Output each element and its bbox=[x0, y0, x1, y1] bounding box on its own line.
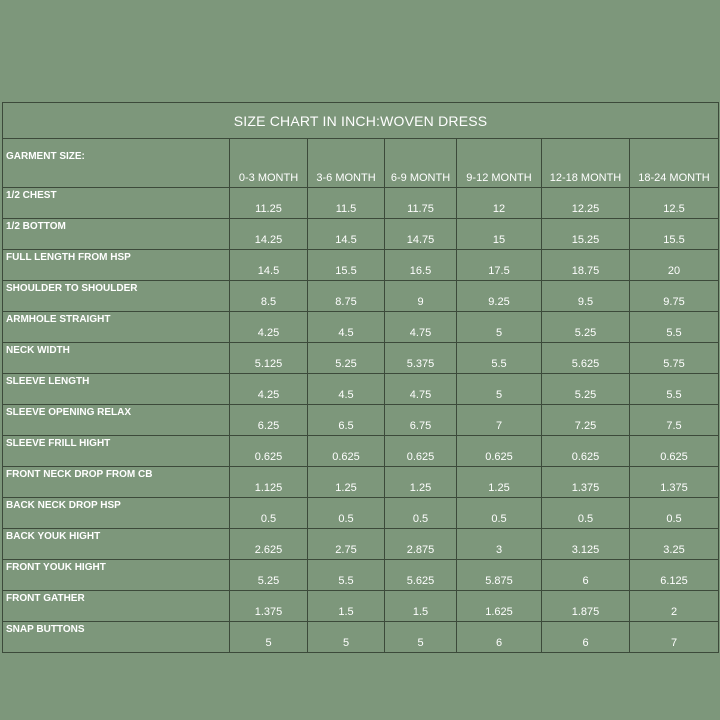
measurement-value: 4.5 bbox=[308, 312, 385, 343]
size-header-2: 3-6 MONTH bbox=[308, 139, 385, 188]
measurement-value: 12.5 bbox=[630, 188, 719, 219]
measurement-value: 3.25 bbox=[630, 529, 719, 560]
measurement-label: FRONT NECK DROP FROM CB bbox=[3, 467, 230, 498]
measurement-value: 17.5 bbox=[457, 250, 542, 281]
measurement-value: 2.625 bbox=[230, 529, 308, 560]
measurement-value: 9.75 bbox=[630, 281, 719, 312]
measurement-value: 7 bbox=[457, 405, 542, 436]
measurement-value: 11.75 bbox=[385, 188, 457, 219]
measurement-value: 2.75 bbox=[308, 529, 385, 560]
measurement-value: 5.625 bbox=[542, 343, 630, 374]
size-header-3: 6-9 MONTH bbox=[385, 139, 457, 188]
measurement-value: 0.625 bbox=[630, 436, 719, 467]
table-row bbox=[3, 622, 719, 653]
measurement-value: 18.75 bbox=[542, 250, 630, 281]
measurement-value: 5.25 bbox=[230, 560, 308, 591]
measurement-value: 0.625 bbox=[230, 436, 308, 467]
measurement-value: 12.25 bbox=[542, 188, 630, 219]
measurement-value: 1.375 bbox=[542, 467, 630, 498]
measurement-value: 0.625 bbox=[308, 436, 385, 467]
measurement-value: 5.5 bbox=[630, 312, 719, 343]
measurement-value: 14.5 bbox=[308, 219, 385, 250]
table-row bbox=[3, 312, 719, 343]
measurement-value: 5 bbox=[308, 622, 385, 653]
measurement-value: 16.5 bbox=[385, 250, 457, 281]
measurement-value: 6.125 bbox=[630, 560, 719, 591]
measurement-value: 0.625 bbox=[542, 436, 630, 467]
measurement-label: SLEEVE OPENING RELAX bbox=[3, 405, 230, 436]
table-row bbox=[3, 219, 719, 250]
size-chart-body bbox=[3, 188, 719, 653]
size-header-6: 18-24 MONTH bbox=[630, 139, 719, 188]
measurement-label: SLEEVE LENGTH bbox=[3, 374, 230, 405]
measurement-value: 1.125 bbox=[230, 467, 308, 498]
measurement-value: 1.875 bbox=[542, 591, 630, 622]
measurement-value: 7.5 bbox=[630, 405, 719, 436]
measurement-value: 5.25 bbox=[308, 343, 385, 374]
measurement-label: FULL LENGTH FROM HSP bbox=[3, 250, 230, 281]
measurement-value: 7.25 bbox=[542, 405, 630, 436]
measurement-value: 1.5 bbox=[308, 591, 385, 622]
measurement-value: 0.5 bbox=[457, 498, 542, 529]
measurement-label: NECK WIDTH bbox=[3, 343, 230, 374]
table-row bbox=[3, 188, 719, 219]
measurement-value: 4.5 bbox=[308, 374, 385, 405]
measurement-value: 1.25 bbox=[457, 467, 542, 498]
measurement-value: 5 bbox=[230, 622, 308, 653]
measurement-value: 6 bbox=[542, 622, 630, 653]
measurement-label: FRONT GATHER bbox=[3, 591, 230, 622]
measurement-value: 2.875 bbox=[385, 529, 457, 560]
table-row bbox=[3, 343, 719, 374]
table-row bbox=[3, 250, 719, 281]
measurement-label: FRONT YOUK HIGHT bbox=[3, 560, 230, 591]
measurement-value: 12 bbox=[457, 188, 542, 219]
measurement-value: 0.625 bbox=[385, 436, 457, 467]
measurement-value: 8.75 bbox=[308, 281, 385, 312]
measurement-value: 11.5 bbox=[308, 188, 385, 219]
measurement-label: SHOULDER TO SHOULDER bbox=[3, 281, 230, 312]
measurement-value: 1.375 bbox=[230, 591, 308, 622]
measurement-value: 5.125 bbox=[230, 343, 308, 374]
measurement-value: 1.25 bbox=[385, 467, 457, 498]
measurement-value: 5 bbox=[457, 374, 542, 405]
measurement-value: 15.25 bbox=[542, 219, 630, 250]
measurement-value: 3 bbox=[457, 529, 542, 560]
measurement-value: 15 bbox=[457, 219, 542, 250]
measurement-value: 5.875 bbox=[457, 560, 542, 591]
table-row bbox=[3, 467, 719, 498]
measurement-value: 5 bbox=[385, 622, 457, 653]
measurement-value: 5.75 bbox=[630, 343, 719, 374]
measurement-value: 15.5 bbox=[630, 219, 719, 250]
size-chart-table bbox=[2, 102, 719, 653]
measurement-value: 0.5 bbox=[385, 498, 457, 529]
measurement-value: 0.625 bbox=[457, 436, 542, 467]
chart-title: SIZE CHART IN INCH:WOVEN DRESS bbox=[3, 103, 719, 139]
table-row bbox=[3, 591, 719, 622]
measurement-label: BACK YOUK HIGHT bbox=[3, 529, 230, 560]
measurement-value: 0.5 bbox=[542, 498, 630, 529]
measurement-label: 1/2 CHEST bbox=[3, 188, 230, 219]
measurement-value: 5.5 bbox=[457, 343, 542, 374]
measurement-value: 0.5 bbox=[308, 498, 385, 529]
measurement-value: 2 bbox=[630, 591, 719, 622]
measurement-value: 5.375 bbox=[385, 343, 457, 374]
table-row bbox=[3, 498, 719, 529]
measurement-value: 14.75 bbox=[385, 219, 457, 250]
measurement-value: 4.25 bbox=[230, 312, 308, 343]
measurement-label: SLEEVE FRILL HIGHT bbox=[3, 436, 230, 467]
measurement-value: 6.25 bbox=[230, 405, 308, 436]
measurement-value: 0.5 bbox=[230, 498, 308, 529]
measurement-label: SNAP BUTTONS bbox=[3, 622, 230, 653]
measurement-value: 3.125 bbox=[542, 529, 630, 560]
measurement-value: 5 bbox=[457, 312, 542, 343]
table-row bbox=[3, 374, 719, 405]
measurement-value: 6.5 bbox=[308, 405, 385, 436]
measurement-label: BACK NECK DROP HSP bbox=[3, 498, 230, 529]
measurement-value: 5.5 bbox=[308, 560, 385, 591]
table-row bbox=[3, 281, 719, 312]
measurement-value: 8.5 bbox=[230, 281, 308, 312]
measurement-label: ARMHOLE STRAIGHT bbox=[3, 312, 230, 343]
measurement-value: 20 bbox=[630, 250, 719, 281]
measurement-value: 6 bbox=[542, 560, 630, 591]
table-row bbox=[3, 529, 719, 560]
measurement-value: 5.25 bbox=[542, 312, 630, 343]
measurement-value: 1.5 bbox=[385, 591, 457, 622]
measurement-value: 4.25 bbox=[230, 374, 308, 405]
measurement-value: 9 bbox=[385, 281, 457, 312]
size-header-1: 0-3 MONTH bbox=[230, 139, 308, 188]
measurement-value: 11.25 bbox=[230, 188, 308, 219]
measurement-label: 1/2 BOTTOM bbox=[3, 219, 230, 250]
measurement-value: 4.75 bbox=[385, 312, 457, 343]
size-header-row bbox=[3, 139, 719, 188]
measurement-value: 5.625 bbox=[385, 560, 457, 591]
measurement-value: 6 bbox=[457, 622, 542, 653]
measurement-value: 5.5 bbox=[630, 374, 719, 405]
size-header-4: 9-12 MONTH bbox=[457, 139, 542, 188]
measurement-value: 0.5 bbox=[630, 498, 719, 529]
measurement-value: 1.25 bbox=[308, 467, 385, 498]
measurement-value: 7 bbox=[630, 622, 719, 653]
measurement-value: 1.625 bbox=[457, 591, 542, 622]
measurement-value: 9.5 bbox=[542, 281, 630, 312]
measurement-value: 15.5 bbox=[308, 250, 385, 281]
measurement-value: 4.75 bbox=[385, 374, 457, 405]
table-row bbox=[3, 560, 719, 591]
table-row bbox=[3, 405, 719, 436]
table-row bbox=[3, 436, 719, 467]
garment-size-label: GARMENT SIZE: bbox=[3, 139, 230, 188]
measurement-value: 6.75 bbox=[385, 405, 457, 436]
title-row bbox=[3, 103, 719, 139]
measurement-value: 1.375 bbox=[630, 467, 719, 498]
measurement-value: 9.25 bbox=[457, 281, 542, 312]
measurement-value: 14.5 bbox=[230, 250, 308, 281]
measurement-value: 5.25 bbox=[542, 374, 630, 405]
measurement-value: 14.25 bbox=[230, 219, 308, 250]
size-header-5: 12-18 MONTH bbox=[542, 139, 630, 188]
